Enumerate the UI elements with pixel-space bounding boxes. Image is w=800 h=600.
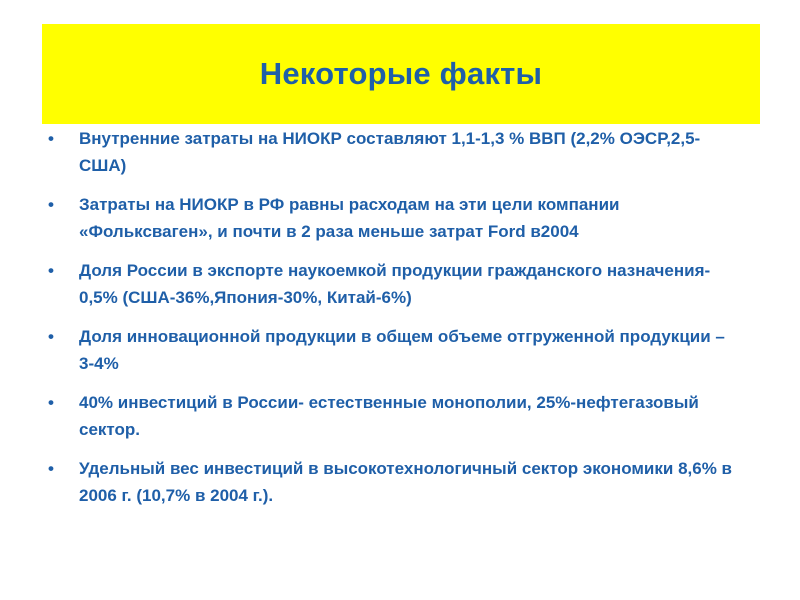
bullet-item — [46, 191, 736, 245]
bullet-dot-icon: • — [48, 327, 54, 346]
bullet-item — [46, 389, 736, 443]
bullet-list — [46, 125, 736, 521]
bullet-text: Доля инновационной продукции в общем объеме отгруженной продукции – 3-4% — [79, 327, 725, 373]
bullet-item — [46, 257, 736, 311]
bullet-text: Внутренние затраты на НИОКР составляют 1,1-1,3 % ВВП (2,2% ОЭСР,2,5-США) — [79, 129, 701, 175]
slide-title: Некоторые факты — [259, 56, 543, 91]
bullet-item — [46, 323, 736, 377]
bullet-text: Затраты на НИОКР в РФ равны расходам на эти цели компании «Фольксваген», и почти в 2 раза меньше затрат Ford в2004 — [79, 195, 620, 241]
bullet-text: Доля России в экспорте наукоемкой продукции гражданского назначения- 0,5% (США-36%,Япония-30%, Китай-6%) — [79, 261, 711, 307]
bullet-dot-icon: • — [48, 195, 54, 214]
bullet-dot-icon: • — [48, 459, 54, 478]
bullet-dot-icon: • — [48, 129, 54, 148]
title-band — [42, 24, 760, 124]
bullet-item — [46, 125, 736, 179]
bullet-dot-icon: • — [48, 261, 54, 280]
bullet-item — [46, 455, 736, 509]
bullet-text: 40% инвестиций в России- естественные монополии, 25%-нефтегазовый сектор. — [79, 393, 699, 439]
bullet-dot-icon: • — [48, 393, 54, 412]
bullet-text: Удельный вес инвестиций в высокотехнологичный сектор экономики 8,6% в 2006 г. (10,7% в 2004 г.). — [79, 459, 732, 505]
